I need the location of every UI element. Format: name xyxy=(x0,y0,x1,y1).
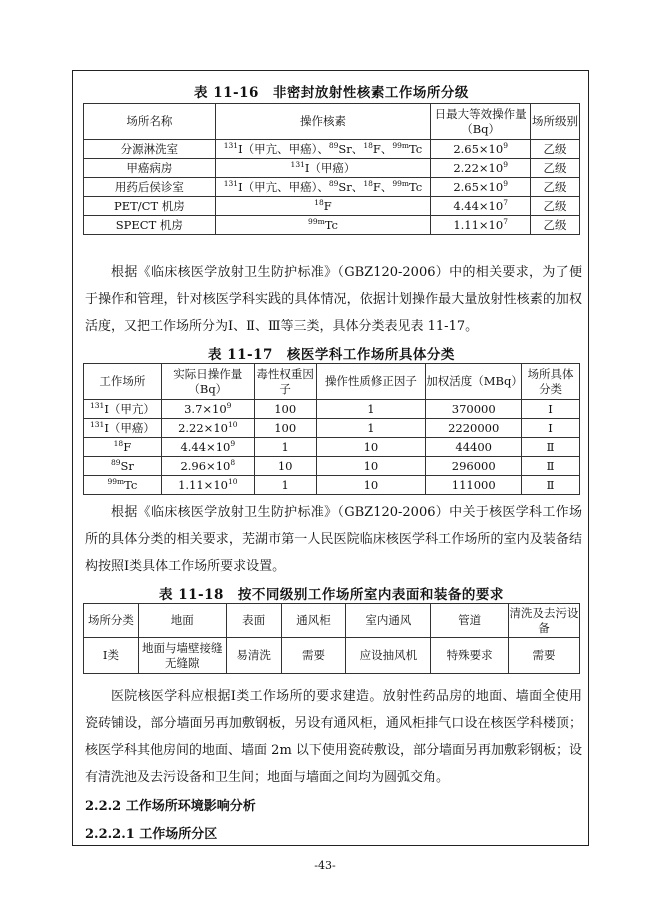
table-cell: $^{18}$F xyxy=(84,438,162,457)
table-header: 管道 xyxy=(431,604,509,638)
table-11-16-title: 表 11-16 非密封放射性核素工作场所分级 xyxy=(194,85,469,101)
table-cell: $1.11\times 10^7$ xyxy=(431,216,531,235)
table-cell: Ⅰ xyxy=(522,400,580,419)
table-row xyxy=(84,457,580,476)
table-cell: 用药后侯诊室 xyxy=(84,178,216,197)
table-header: 操作核素 xyxy=(215,104,430,140)
table-cell: 10 xyxy=(316,438,426,457)
table-cell: $2.65\times 10^9$ xyxy=(431,140,531,159)
table-cell: 1 xyxy=(254,438,316,457)
page-number: -43- xyxy=(314,859,336,872)
table-cell: 1 xyxy=(316,400,426,419)
table-cell: $^{131}$I（甲亢、甲癌）、$^{89}$Sr、$^{18}$F、$^{99m}$Tc xyxy=(215,140,430,159)
table-row xyxy=(84,140,580,159)
table-cell: 地面与墙壁接缝无缝隙 xyxy=(138,638,226,674)
table-cell: $4.44\times 10^7$ xyxy=(431,197,531,216)
table-header: 毒性权重因子 xyxy=(254,364,316,400)
table-row xyxy=(84,159,580,178)
table-11-17 xyxy=(83,363,580,495)
table-cell: $^{131}$I（甲亢） xyxy=(84,400,162,419)
table-cell: $1.11\times 10^{10}$ xyxy=(161,476,254,495)
table-cell: Ⅱ xyxy=(522,457,580,476)
table-cell: 100 xyxy=(254,419,316,438)
table-header: 加权活度（MBq） xyxy=(426,364,522,400)
paragraph-classification: 根据《临床核医学放射卫生防护标准》（GBZ120-2006）中的相关要求，为了便于操作和管理，针对核医学科实践的具体情况，依据计划操作最大量放射性核素的加权活度，又把工作场所分为Ⅰ、Ⅱ、Ⅲ等三类，具体分类表见表 11-17。 xyxy=(85,265,582,334)
table-cell: $3.7\times 10^9$ xyxy=(161,400,254,419)
table-cell: $^{131}$I（甲癌） xyxy=(215,159,430,178)
table-11-16 xyxy=(83,103,580,235)
table-cell: $2.22\times 10^9$ xyxy=(431,159,531,178)
table-cell: 易清洗 xyxy=(226,638,281,674)
section-heading-2-2-2: 2.2.2 工作场所环境影响分析 xyxy=(85,799,256,814)
table-header: 室内通风 xyxy=(346,604,431,638)
table-header: 场所级别 xyxy=(531,104,580,140)
table-cell: 分源淋洗室 xyxy=(84,140,216,159)
table-header: 实际日操作量（Bq） xyxy=(161,364,254,400)
table-cell: 需要 xyxy=(281,638,346,674)
table-cell: Ⅱ xyxy=(522,476,580,495)
table-header: 操作性质修正因子 xyxy=(316,364,426,400)
table-11-18 xyxy=(83,603,580,674)
table-11-18-title: 表 11-18 按不同级别工作场所室内表面和装备的要求 xyxy=(159,587,504,603)
table-cell: 296000 xyxy=(426,457,522,476)
table-header: 场所具体分类 xyxy=(522,364,580,400)
table-cell: $^{131}$I（甲癌） xyxy=(84,419,162,438)
table-cell: $2.65\times 10^9$ xyxy=(431,178,531,197)
table-row xyxy=(84,178,580,197)
table-cell: $^{89}$Sr xyxy=(84,457,162,476)
table-header: 工作场所 xyxy=(84,364,162,400)
table-cell: 乙级 xyxy=(531,197,580,216)
table-cell: 1 xyxy=(254,476,316,495)
table-cell: $^{18}$F xyxy=(215,197,430,216)
table-header: 地面 xyxy=(138,604,226,638)
table-cell: 应设抽风机 xyxy=(346,638,431,674)
table-cell: 1 xyxy=(316,419,426,438)
table-11-17-title: 表 11-17 核医学科工作场所具体分类 xyxy=(208,347,455,363)
table-header: 表面 xyxy=(226,604,281,638)
table-cell: $^{99m}$Tc xyxy=(215,216,430,235)
table-cell: $^{131}$I（甲亢、甲癌）、$^{89}$Sr、$^{18}$F、$^{99m}$Tc xyxy=(215,178,430,197)
table-cell: Ⅱ xyxy=(522,438,580,457)
table-header: 清洗及去污设备 xyxy=(509,604,580,638)
table-cell: 甲癌病房 xyxy=(84,159,216,178)
section-heading-2-2-2-1: 2.2.2.1 工作场所分区 xyxy=(85,827,218,842)
table-cell: $2.22\times 10^{10}$ xyxy=(161,419,254,438)
table-cell: 44400 xyxy=(426,438,522,457)
table-cell: Ⅰ xyxy=(522,419,580,438)
table-row xyxy=(84,197,580,216)
table-cell: 2220000 xyxy=(426,419,522,438)
table-cell: PET/CT 机房 xyxy=(84,197,216,216)
table-row xyxy=(84,638,580,674)
table-cell: 10 xyxy=(254,457,316,476)
table-cell: 需要 xyxy=(509,638,580,674)
table-cell: SPECT 机房 xyxy=(84,216,216,235)
table-cell: $2.96\times 10^8$ xyxy=(161,457,254,476)
table-header: 场所分类 xyxy=(84,604,139,638)
table-header: 通风柜 xyxy=(281,604,346,638)
table-cell: 乙级 xyxy=(531,178,580,197)
table-header: 日最大等效操作量（Bq） xyxy=(431,104,531,140)
table-header: 场所名称 xyxy=(84,104,216,140)
table-cell: 100 xyxy=(254,400,316,419)
table-cell: 10 xyxy=(316,457,426,476)
table-row xyxy=(84,419,580,438)
table-row xyxy=(84,400,580,419)
paragraph-requirements: 根据《临床核医学放射卫生防护标准》（GBZ120-2006）中关于核医学科工作场所的具体分类的相关要求，芜湖市第一人民医院临床核医学科工作场所的室内及装备结构按照Ⅰ类具体工作场所要求设置。 xyxy=(85,505,582,574)
table-row xyxy=(84,476,580,495)
table-cell: $4.44\times 10^9$ xyxy=(161,438,254,457)
table-cell: 乙级 xyxy=(531,216,580,235)
table-cell: 111000 xyxy=(426,476,522,495)
paragraph-construction: 医院核医学科应根据Ⅰ类工作场所的要求建造。放射性药品房的地面、墙面全使用瓷砖铺设，部分墙面另再加敷钢板，另设有通风柜，通风柜排气口设在核医学科楼顶；核医学科其他房间的地面、墙面 2m 以下使用瓷砖敷设，部分墙面另再加敷彩钢板；设有清洗池及去污设备和卫生间；地面与墙面之间均为圆弧交角。 xyxy=(85,689,582,785)
table-cell: 乙级 xyxy=(531,140,580,159)
table-cell: 10 xyxy=(316,476,426,495)
table-cell: $^{99m}$Tc xyxy=(84,476,162,495)
table-cell: 370000 xyxy=(426,400,522,419)
table-row xyxy=(84,438,580,457)
table-cell: Ⅰ类 xyxy=(84,638,139,674)
table-cell: 乙级 xyxy=(531,159,580,178)
table-cell: 特殊要求 xyxy=(431,638,509,674)
table-row xyxy=(84,216,580,235)
content-frame xyxy=(72,70,589,846)
